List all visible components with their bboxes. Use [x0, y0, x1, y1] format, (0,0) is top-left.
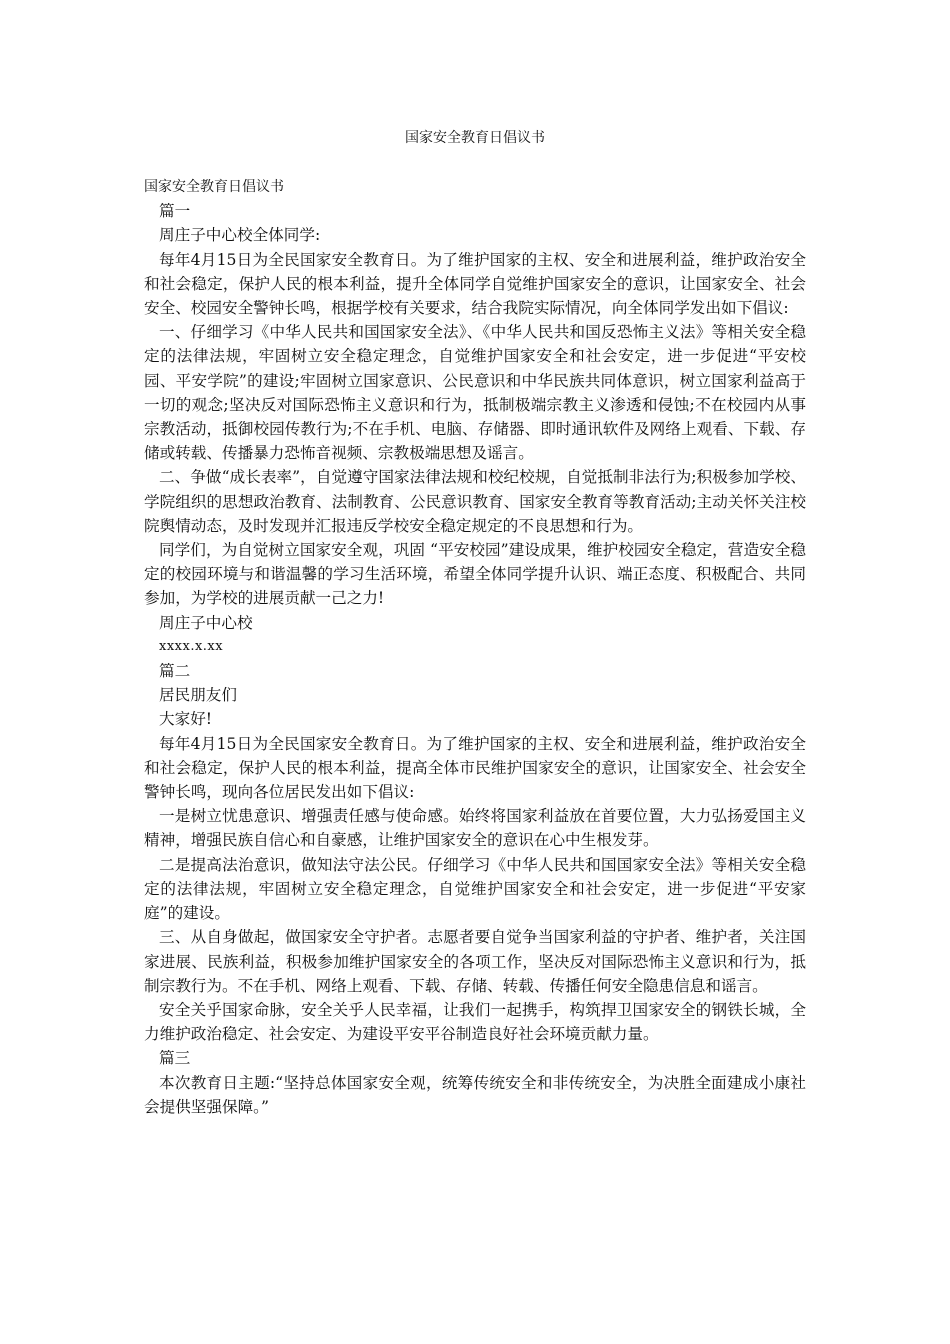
paragraph: 一是树立忧患意识、增强责任感与使命感。始终将国家利益放在首要位置，大力弘扬爱国主义精神，增强民族自信心和自豪感，让维护国家安全的意识在心中生根发芽。 — [144, 807, 806, 850]
document-subtitle: 国家安全教育日倡议书 — [144, 179, 284, 195]
paragraph: 二、争做“成长表率”，自觉遵守国家法律法规和校纪校规，自觉抵制非法行为;积极参加学校、学院组织的思想政治教育、法制教育、公民意识教育、国家安全教育等教育活动;主动关怀关注校院舆情动态，及时发现并汇报违反学校安全稳定规定的不良思想和行为。 — [144, 468, 806, 535]
section-heading-3: 篇三 — [159, 1049, 191, 1068]
document-title: 国家安全教育日倡议书 — [405, 130, 545, 146]
salutation: 居民朋友们 — [159, 686, 237, 705]
paragraph: 同学们，为自觉树立国家安全观，巩固 “平安校园”建设成果，维护校园安全稳定，营造安全稳定的校园环境与和谐温馨的学习生活环境，希望全体同学提升认识、端正态度、积极配合、共同参加，为学校的进展贡献一己之力! — [144, 541, 806, 608]
document-body — [144, 175, 806, 1119]
paragraph: 安全关乎国家命脉，安全关乎人民幸福，让我们一起携手，构筑捍卫国家安全的钢铁长城，全力维护政治稳定、社会安定、为建设平安平谷制造良好社会环境贡献力量。 — [144, 1000, 806, 1044]
paragraph: 每年4月15日为全民国家安全教育日。为了维护国家的主权、安全和进展利益，维护政治安全和社会稳定，保护人民的根本利益，提升全体同学自觉维护国家安全的意识，让国家安全、社会安全、校园安全警钟长鸣，根据学校有关要求，结合我院实际情况，向全体同学发出如下倡议: — [144, 250, 806, 318]
salutation: 周庄子中心校全体同学: — [159, 226, 321, 245]
paragraph: 三、从自身做起，做国家安全守护者。志愿者要自觉争当国家利益的守护者、维护者，关注国家进展、民族利益，积极参加维护国家安全的各项工作，坚决反对国际恐怖主义意识和行为，抵制宗教行为。不在手机、网络上观看、下载、存储、转载、传播任何安全隐患信息和谣言。 — [144, 928, 806, 995]
section-heading-1: 篇一 — [159, 202, 191, 221]
signature: 周庄子中心校 — [159, 613, 253, 632]
paragraph: 本次教育日主题:“坚持总体国家安全观，统筹传统安全和非传统安全，为决胜全面建成小康社会提供坚强保障。” — [144, 1073, 806, 1116]
greeting: 大家好! — [159, 710, 213, 729]
paragraph: 二是提高法治意识，做知法守法公民。仔细学习《中华人民共和国国家安全法》等相关安全稳定的法律法规，牢固树立安全稳定理念，自觉维护国家安全和社会安定，进一步促进“平安家庭”的建设。 — [144, 855, 806, 923]
date-line: xxxx.x.xx — [159, 638, 224, 654]
section-heading-2: 篇二 — [159, 662, 191, 681]
paragraph: 每年4月15日为全民国家安全教育日。为了维护国家的主权、安全和进展利益，维护政治安全和社会稳定，保护人民的根本利益，提高全体市民维护国家安全的意识，让国家安全、社会安全警钟长鸣，现向各位居民发出如下倡议: — [144, 734, 806, 802]
paragraph: 一、仔细学习《中华人民共和国国家安全法》、《中华人民共和国反恐怖主义法》等相关安全稳定的法律法规，牢固树立安全稳定理念，自觉维护国家安全和社会安定，进一步促进“平安校园、平安学院”的建设;牢固树立国家意识、公民意识和中华民族共同体意识，树立国家利益高于一切的观念;坚决反对国际恐怖主义意识和行为，抵制极端宗教主义渗透和侵蚀;不在校园内从事宗教活动，抵御校园传教行为;不在手机、电脑、存储器、即时通讯软件及网络上观看、下载、存储或转载、传播暴力恐怖音视频、宗教极端思想及谣言。 — [144, 323, 806, 463]
